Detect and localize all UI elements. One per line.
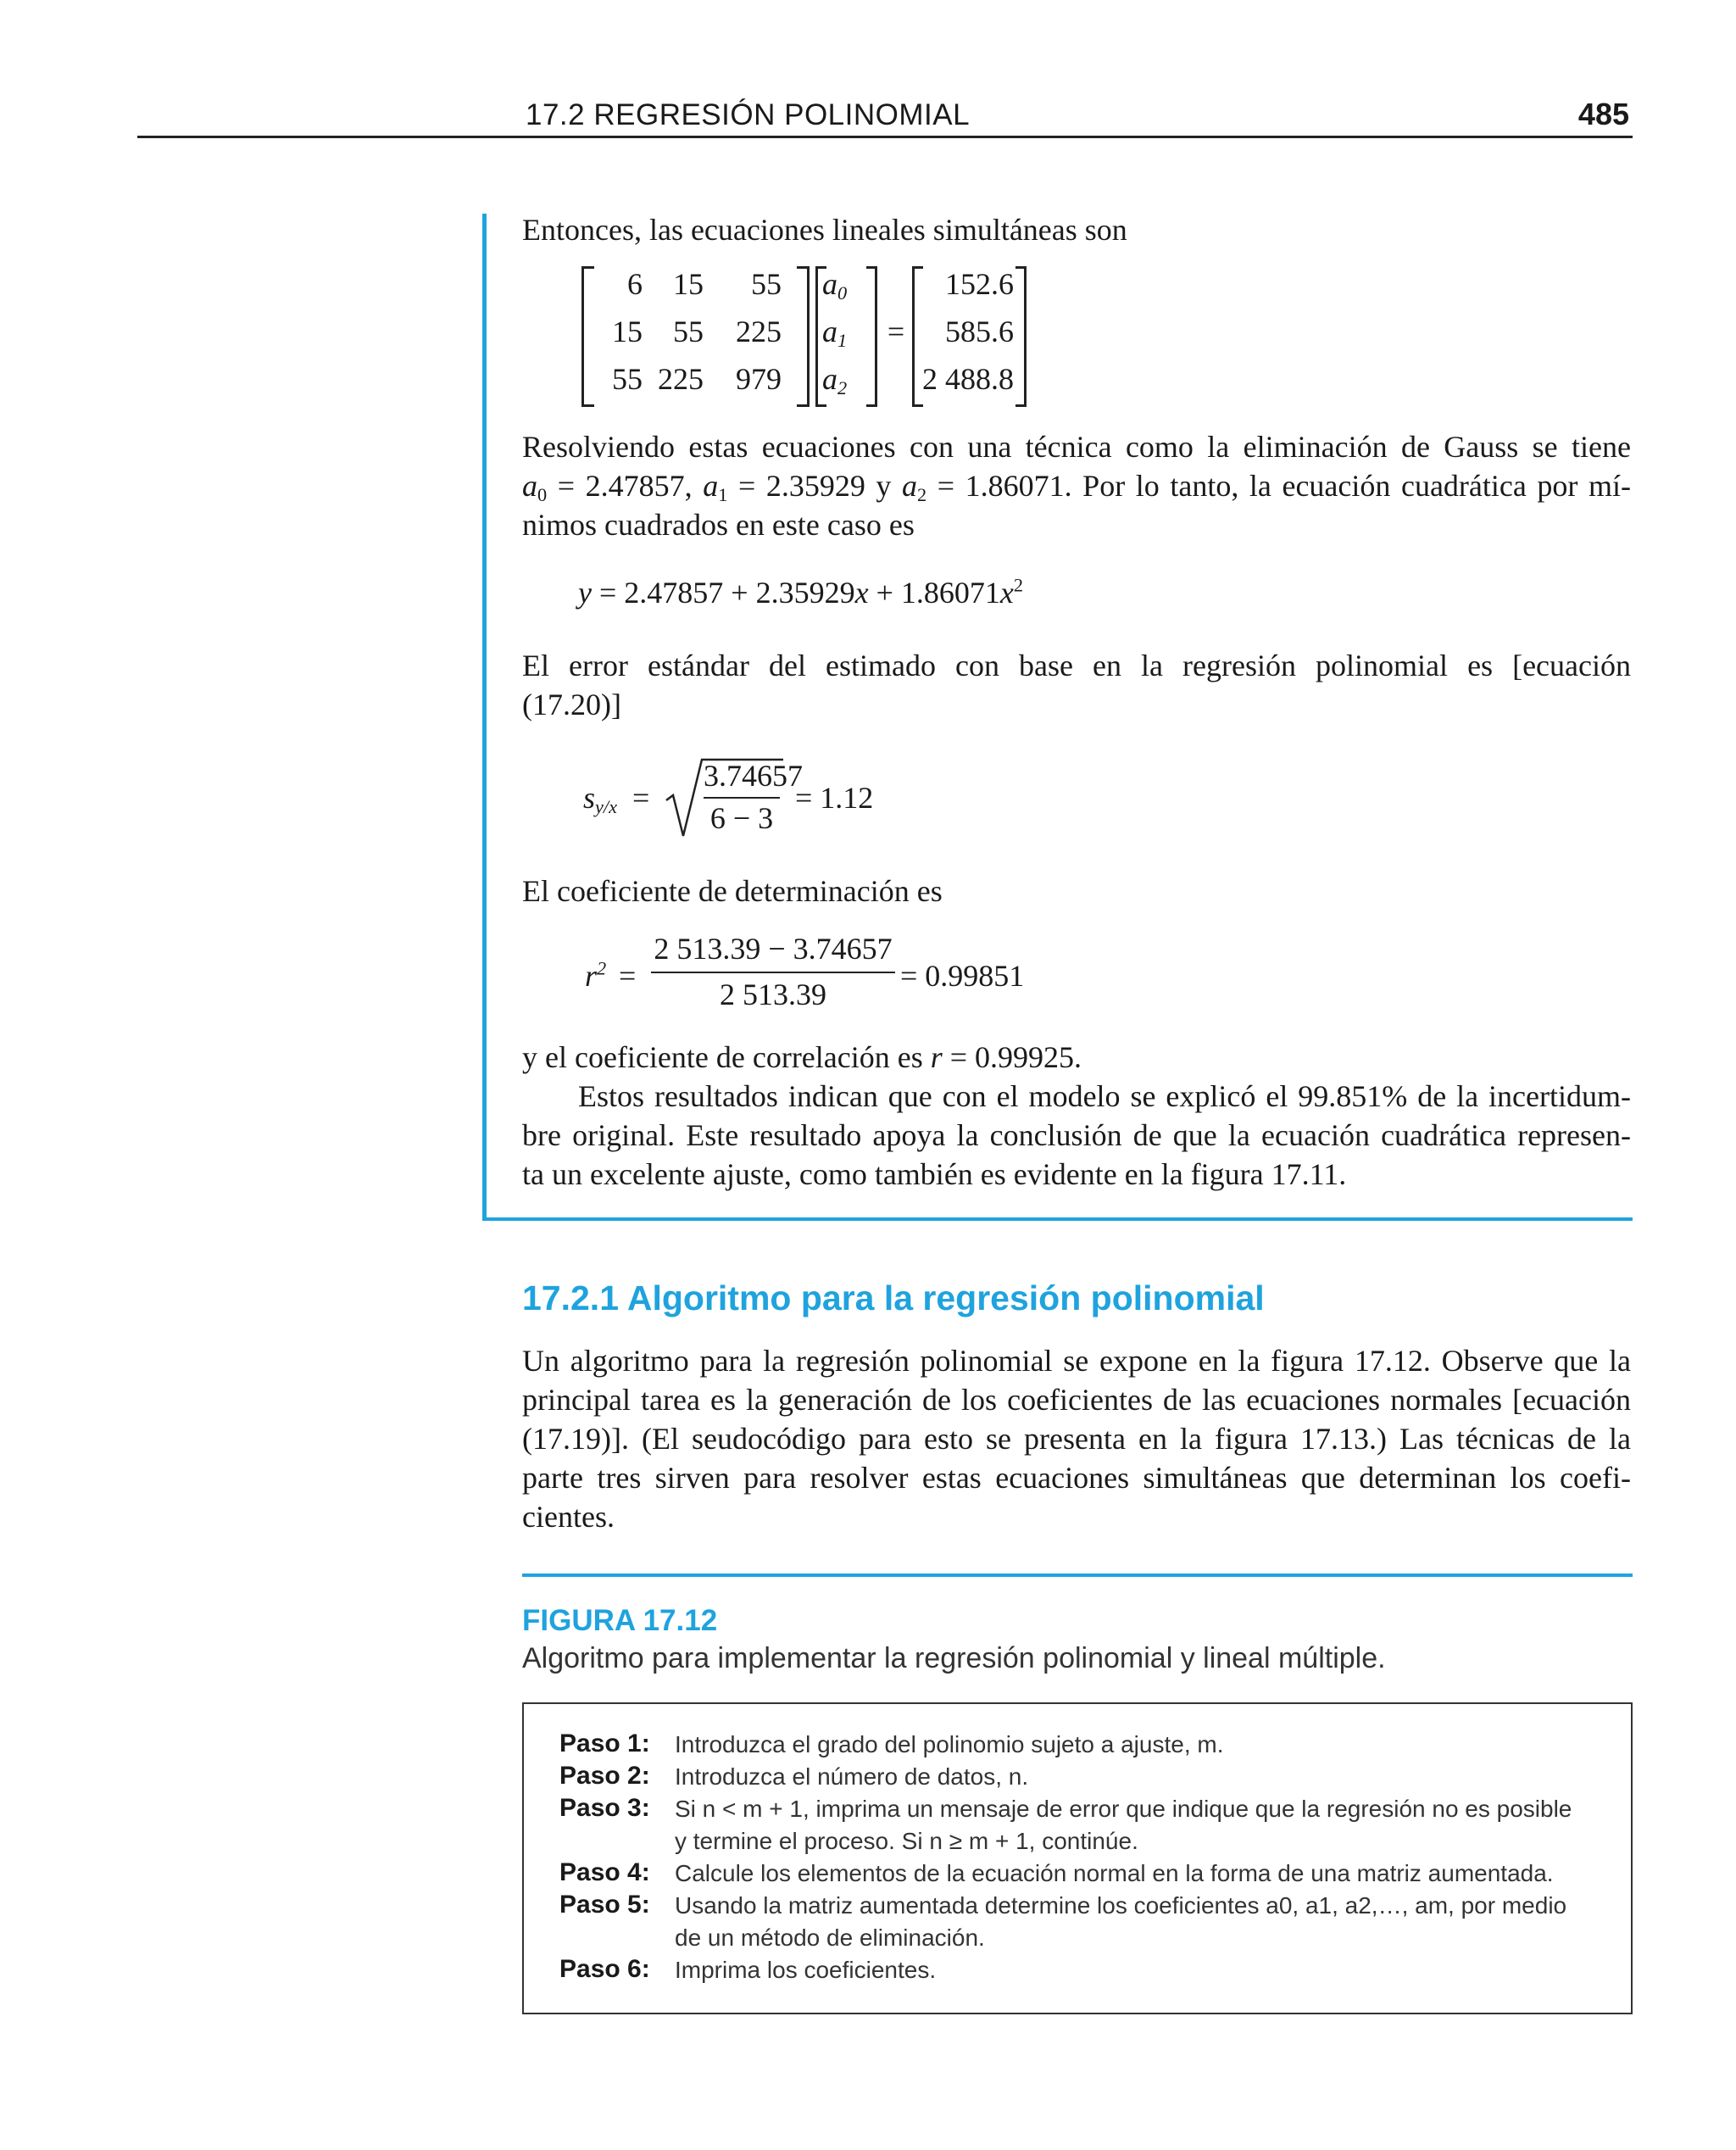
std-error-result: = 1.12 [795,781,874,815]
unknown-a0: $a_0$ [822,267,848,304]
section-paragraph-line: Un algoritmo para la regresión polinomial se expone en la figura 17.12. Observe que la [522,1344,1631,1378]
rhs-value: 585.6 [945,315,1014,348]
step-text: Imprima los coeficientes. [675,1957,937,1983]
step-text: Si n < m + 1, imprima un mensaje de error que indique que la regresión no es posible [675,1796,1572,1822]
matrix-cell: 15 [612,315,643,348]
step-text: Introduzca el grado del polinomio sujeto a ajuste, m. [675,1731,1224,1757]
matrix-cell: 979 [736,362,782,396]
figure-caption: Algoritmo para implementar la regresión polinomial y lineal múltiple. [522,1642,1386,1674]
determination-text: El coeficiente de determinación es [522,874,943,908]
unknown-a1: $a_1$ [822,315,848,352]
step-text-continued: y termine el proceso. Si n ≥ m + 1, continúe. [675,1828,1138,1854]
fraction-bar [651,972,895,973]
std-error-symbol: $s_{y/x}$ [583,781,618,818]
matrix-cell: 225 [658,362,704,396]
solving-line-2: $a_0 = 2.47857$, $a_1 = 2.35929$ y $a_2 = 1.86071$. Por lo tanto, la ecuación cuadrática por mí- [522,469,1631,506]
r-squared-equals: = [619,959,637,993]
correlation-text: y el coeficiente de correlación es r = 0.99925. [522,1040,1082,1074]
matrix-cell: 225 [736,315,782,348]
std-error-equals: = [632,781,650,815]
std-error-formula [576,746,932,848]
rhs-value: 152.6 [945,267,1014,301]
step-text-continued: de un método de eliminación. [675,1924,985,1951]
matrix-cell: 55 [612,362,643,396]
step-label: Paso 2: [559,1762,650,1790]
std-error-text-line-2: (17.20)] [522,688,621,721]
section-heading: 17.2.1 Algoritmo para la regresión polinomial [522,1278,1265,1317]
fraction-bar [704,797,780,799]
matrix-right-bracket [797,266,810,407]
step-label: Paso 1: [559,1729,650,1757]
page-number: 485 [1577,97,1629,131]
example-left-border [482,214,487,1221]
solving-line-1: Resolviendo estas ecuaciones con una técnica como la eliminación de Gauss se tiene [522,430,1631,464]
section-paragraph-line: parte tres sirven para resolver estas ecuaciones simultáneas que determinan los coefi- [522,1461,1631,1495]
running-header-title: 17.2 REGRESIÓN POLINOMIAL [526,98,971,131]
r-squared-symbol: $r^2$ [585,957,607,993]
quadratic-equation: $y = 2.47857 + 2.35929x + 1.86071x^2$ [578,574,1024,610]
section-paragraph-line: principal tarea es la generación de los coeficientes de las ecuaciones normales [ecuación [522,1383,1631,1417]
r-squared-result: = 0.99851 [900,959,1025,993]
section-paragraph-line: cientes. [522,1500,615,1534]
step-label: Paso 4: [559,1858,650,1886]
matrix-left-bracket [581,266,594,407]
std-error-denominator: 6 − 3 [709,801,774,835]
unknown-a2: $a_2$ [822,362,848,399]
example-intro: Entonces, las ecuaciones lineales simultáneas son [522,213,1127,247]
conclusion-line-3: ta un excelente ajuste, como también es evidente en la figura 17.11. [522,1157,1347,1191]
step-text: Introduzca el número de datos, n. [675,1763,1029,1790]
matrix-cell: 15 [673,267,704,301]
r-squared-denominator: 2 513.39 [720,978,826,1011]
figure-rule [522,1574,1633,1577]
matrix-cell: 6 [627,267,643,301]
conclusion-line-1: Estos resultados indican que con el modelo se explicó el 99.851% de la incertidum- [578,1079,1631,1113]
solving-line-3: nimos cuadrados en este caso es [522,508,915,542]
r-squared-numerator: 2 513.39 − 3.74657 [654,932,893,966]
matrix-equation [576,263,1034,407]
unknowns-right-brace [866,266,877,407]
conclusion-line-2: bre original. Este resultado apoya la conclusión de que la ecuación cuadrática represen- [522,1118,1631,1152]
example-bottom-border [482,1217,1633,1221]
matrix-equals-sign: = [887,315,905,348]
std-error-numerator: 3.74657 [704,759,803,793]
rhs-value: 2 488.8 [922,362,1014,396]
step-label: Paso 6: [559,1955,650,1983]
std-error-text-line-1: El error estándar del estimado con base en la regresión polinomial es [ecuación [522,649,1631,682]
determination-formula [576,929,1051,1022]
step-label: Paso 3: [559,1794,650,1822]
matrix-cell: 55 [673,315,704,348]
matrix-cell: 55 [751,267,782,301]
figure-label: FIGURA 17.12 [522,1604,718,1637]
section-paragraph-line: (17.19)]. (El seudocódigo para esto se presenta en la figura 17.13.) Las técnicas de la [522,1422,1631,1456]
step-text: Usando la matriz aumentada determine los coeficientes a0, a1, a2,…, am, por medio [675,1892,1567,1919]
step-text: Calcule los elementos de la ecuación normal en la forma de una matriz aumentada. [675,1860,1554,1886]
rhs-right-brace [1015,266,1027,407]
header-rule [137,136,1633,138]
step-label: Paso 5: [559,1891,650,1919]
